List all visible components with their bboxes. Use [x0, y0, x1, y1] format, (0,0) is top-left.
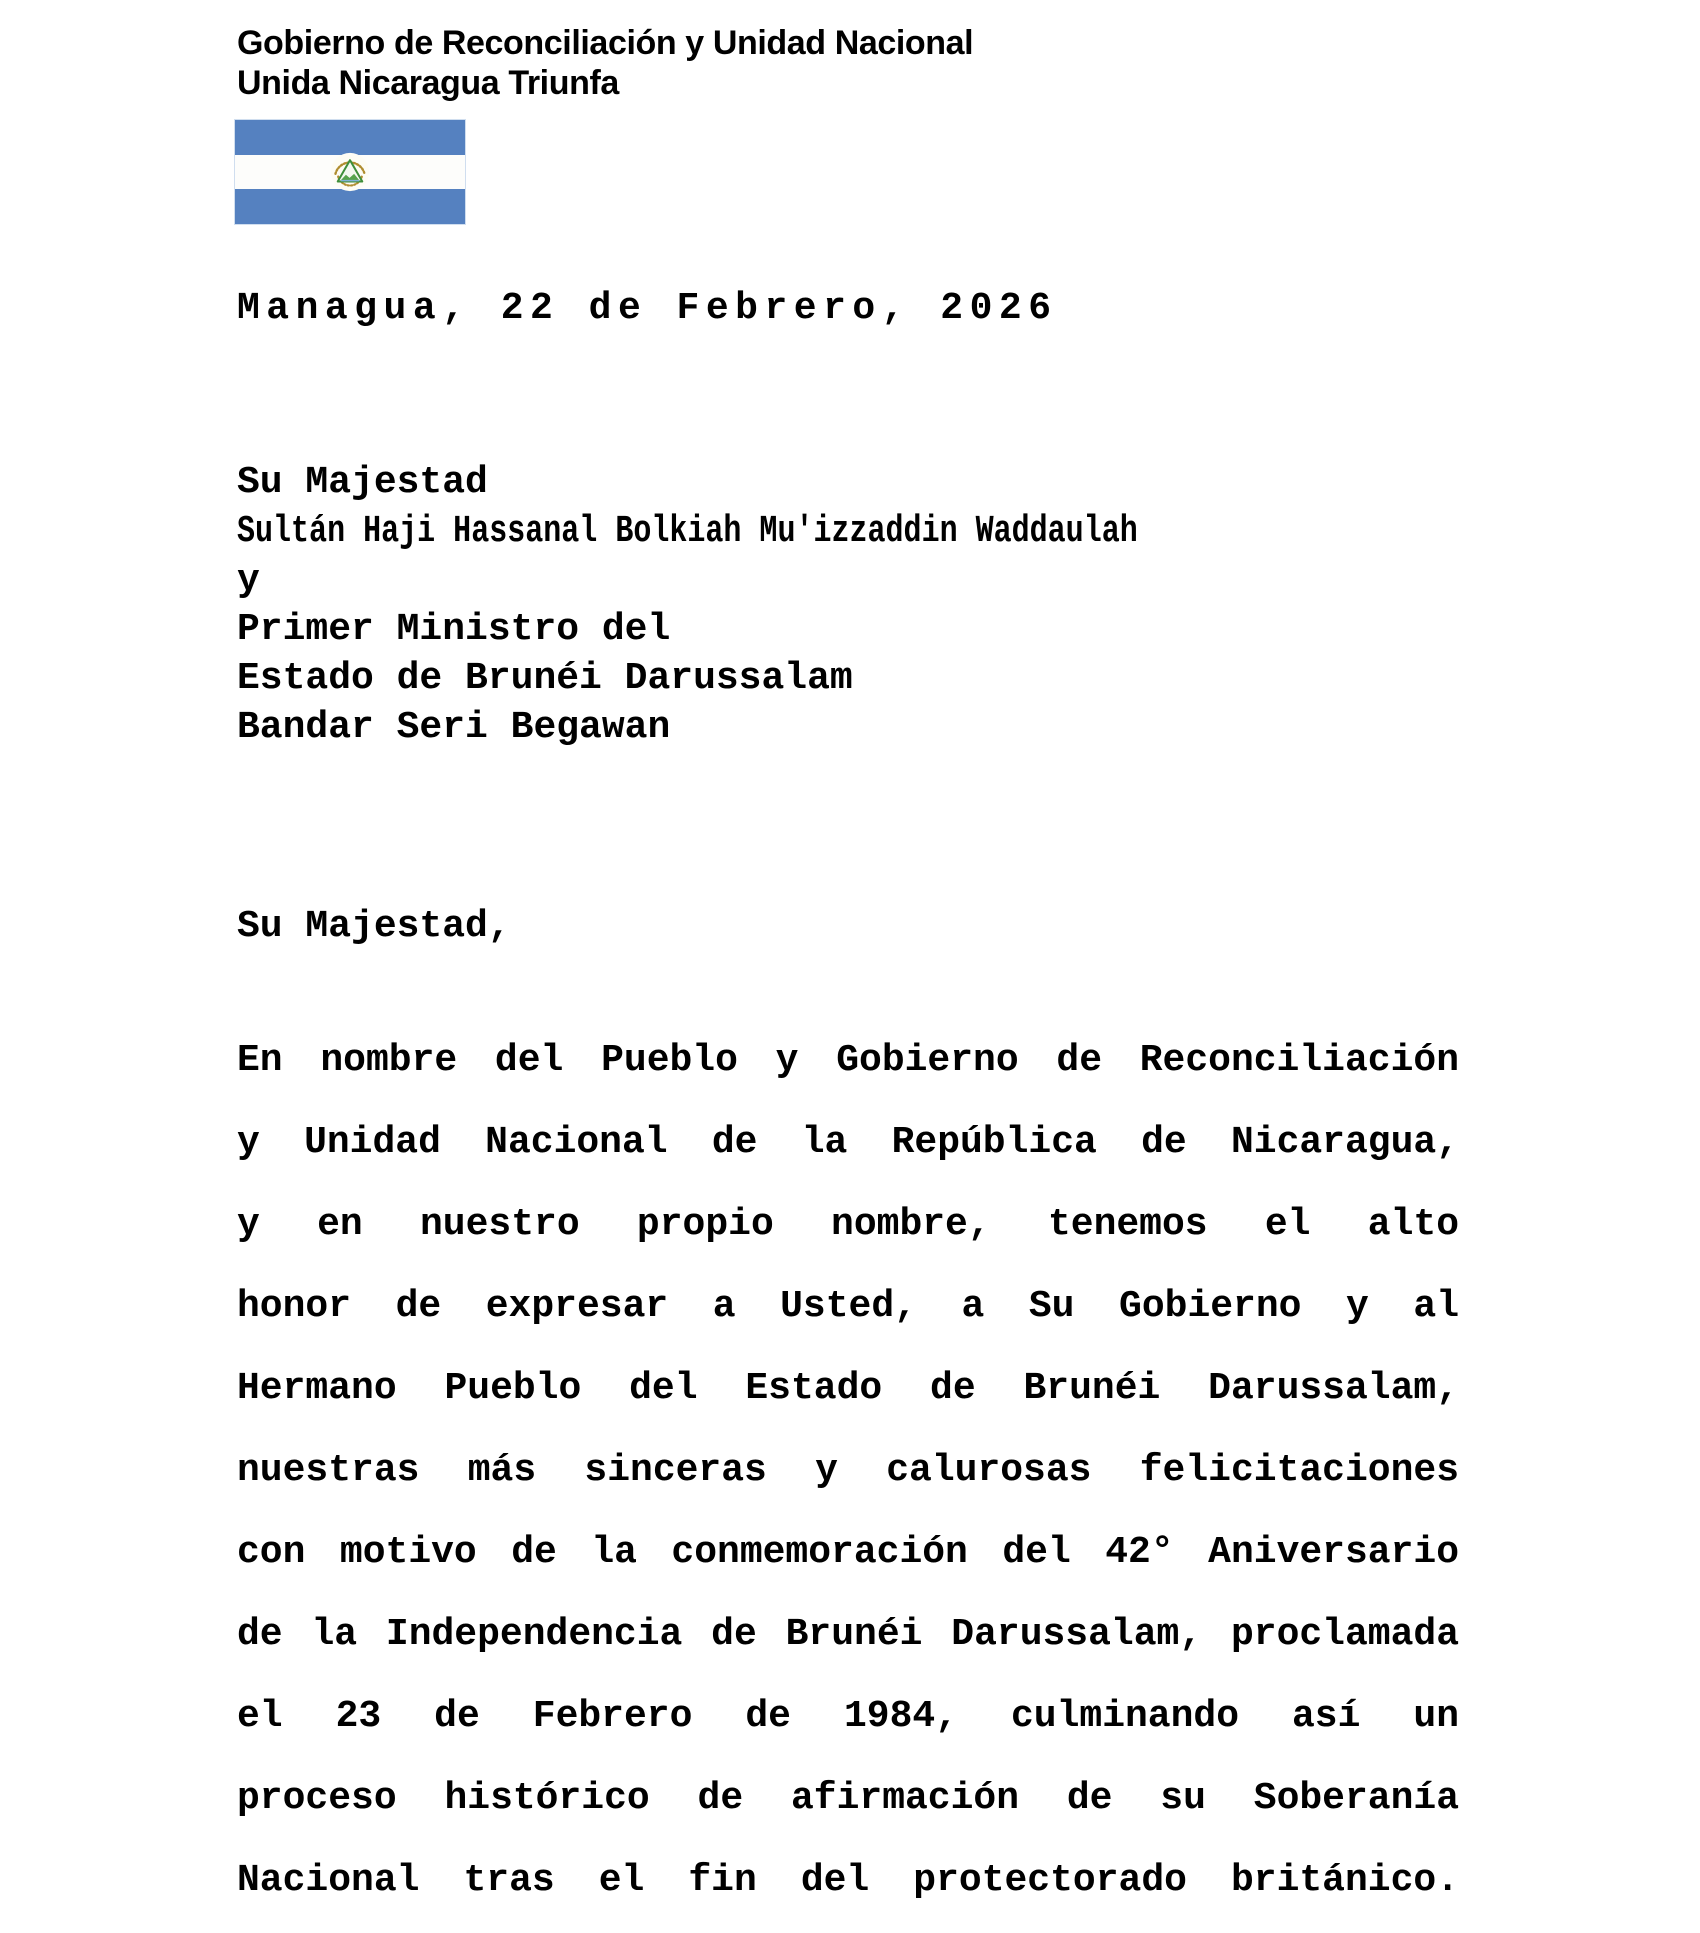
- body-line: de la Independencia de Brunéi Darussalam, proclamada: [237, 1613, 1459, 1656]
- addressee-line-name: Sultán Haji Hassanal Bolkiah Mu'izzaddin Waddaulah: [237, 510, 1138, 553]
- addressee-line-state: Estado de Brunéi Darussalam: [237, 657, 853, 700]
- body-line: honor de expresar a Usted, a Su Gobierno y al: [237, 1285, 1459, 1328]
- dateline: Managua, 22 de Febrero, 2026: [237, 287, 1058, 330]
- salutation: Su Majestad,: [237, 905, 511, 948]
- addressee-line-role: Primer Ministro del: [237, 608, 671, 651]
- letter-body: [237, 1020, 1459, 1922]
- body-line: el 23 de Febrero de 1984, culminando así un: [237, 1695, 1459, 1738]
- letterhead-line2: Unida Nicaragua Triunfa: [237, 64, 619, 102]
- addressee-block: [237, 458, 1377, 752]
- addressee-line-city: Bandar Seri Begawan: [237, 706, 671, 749]
- flag-stripe-white-middle: [235, 155, 465, 189]
- flag-stripe-blue-bottom: [235, 189, 465, 224]
- flag-stripe-blue-top: [235, 120, 465, 155]
- body-line: Hermano Pueblo del Estado de Brunéi Darussalam,: [237, 1367, 1459, 1410]
- letterhead-line1: Gobierno de Reconciliación y Unidad Nacional: [237, 24, 974, 62]
- body-line: Nacional tras el fin del protectorado británico.: [237, 1859, 1459, 1902]
- nicaragua-flag: [235, 120, 465, 224]
- body-line: proceso histórico de afirmación de su Soberanía: [237, 1777, 1459, 1820]
- body-line: con motivo de la conmemoración del 42° Aniversario: [237, 1531, 1459, 1574]
- addressee-line-title: Su Majestad: [237, 461, 488, 504]
- body-line: En nombre del Pueblo y Gobierno de Reconciliación: [237, 1039, 1459, 1082]
- body-line: y Unidad Nacional de la República de Nicaragua,: [237, 1121, 1459, 1164]
- nicaragua-coat-of-arms-icon: [330, 152, 370, 192]
- body-line: nuestras más sinceras y calurosas felicitaciones: [237, 1449, 1459, 1492]
- body-line: y en nuestro propio nombre, tenemos el alto: [237, 1203, 1459, 1246]
- addressee-line-conjunction: y: [237, 559, 260, 602]
